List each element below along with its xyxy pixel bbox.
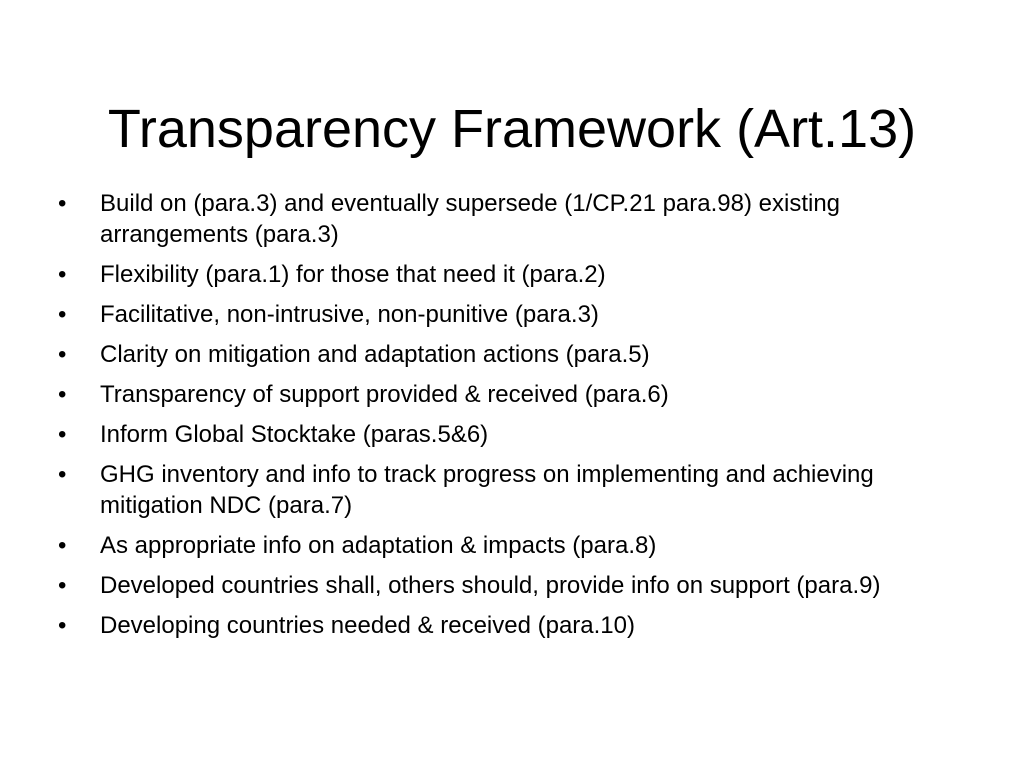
bullet-text: Clarity on mitigation and adaptation actions (para.5) [100, 341, 650, 368]
bullet-icon: • [58, 461, 67, 488]
bullet-item [58, 339, 958, 370]
bullet-item [58, 419, 958, 450]
bullet-item [58, 299, 958, 330]
bullet-text: GHG inventory and info to track progress on implementing and achieving mitigation NDC (para.7) [100, 461, 874, 519]
bullet-text: Facilitative, non-intrusive, non-punitive (para.3) [100, 301, 599, 328]
bullet-text: As appropriate info on adaptation & impacts (para.8) [100, 532, 657, 559]
bullet-icon: • [58, 381, 67, 408]
bullet-text: Transparency of support provided & received (para.6) [100, 381, 669, 408]
bullet-icon: • [58, 301, 67, 328]
bullet-item [58, 188, 958, 250]
bullet-text: Developed countries shall, others should, provide info on support (para.9) [100, 572, 881, 599]
bullet-text: Inform Global Stocktake (paras.5&6) [100, 421, 489, 448]
bullet-item [58, 610, 958, 641]
bullet-list [58, 188, 958, 650]
bullet-icon: • [58, 261, 67, 288]
bullet-text: Flexibility (para.1) for those that need it (para.2) [100, 261, 606, 288]
bullet-text: Developing countries needed & received (para.10) [100, 612, 635, 639]
bullet-item [58, 570, 958, 601]
bullet-item [58, 530, 958, 561]
bullet-icon: • [58, 612, 67, 639]
bullet-icon: • [58, 572, 67, 599]
bullet-icon: • [58, 341, 67, 368]
bullet-item [58, 259, 958, 290]
bullet-text: Build on (para.3) and eventually supersede (1/CP.21 para.98) existing arrangements (para.3) [100, 190, 841, 248]
bullet-item [58, 459, 958, 521]
bullet-item [58, 379, 958, 410]
bullet-icon: • [58, 532, 67, 559]
slide-title: Transparency Framework (Art.13) [107, 99, 917, 160]
bullet-icon: • [58, 421, 67, 448]
bullet-icon: • [58, 190, 67, 217]
